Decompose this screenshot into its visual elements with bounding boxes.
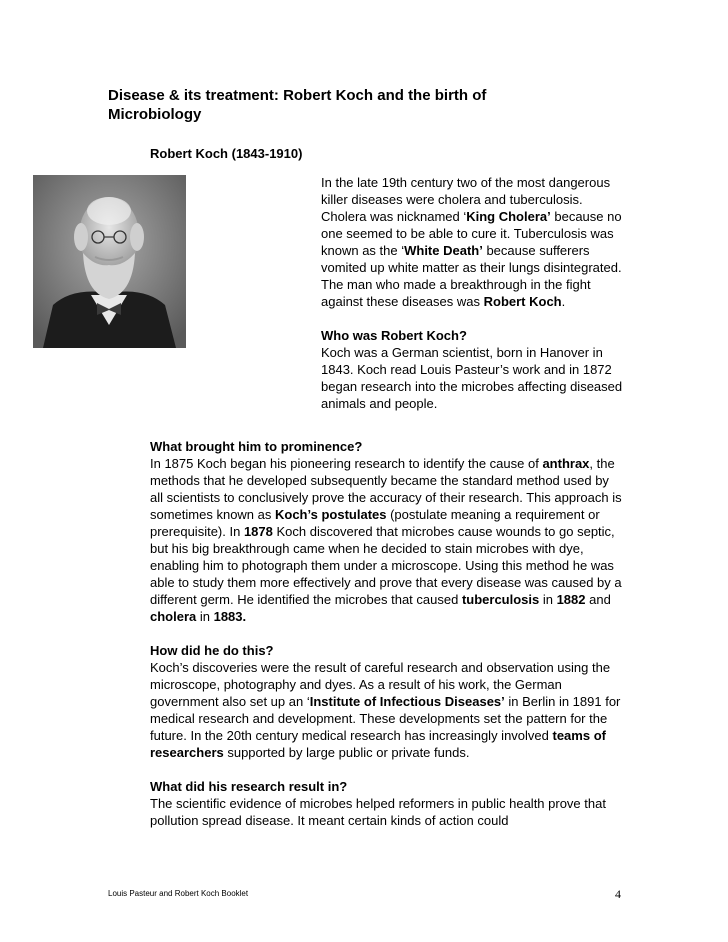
result-heading: What did his research result in? xyxy=(150,779,348,794)
how-section: How did he do this? Koch’s discoveries were the result of careful research and observation using the microscope, photography and dyes. As a result of his work, the German government also set up an ‘Institute of Infectious Diseases’ in Berlin in 1891 for medical research and development. These developments set the pattern for the future. In the 20th century medical research has increasingly involved teams of researchers supported by large public or private funds. xyxy=(150,643,621,760)
portrait-photo xyxy=(33,175,186,348)
footer-title: Louis Pasteur and Robert Koch Booklet xyxy=(108,889,249,898)
body-text xyxy=(150,438,622,829)
section-subheading: Robert Koch (1843-1910) xyxy=(150,146,303,161)
intro-paragraph: In the late 19th century two of the most dangerous killer diseases were cholera and tuberculosis. Cholera was nicknamed ‘King Cholera’ because no one seemed to be able to cure it. Tuberculosis was known as the ‘White Death’ because sufferers vomited up white matter as their lungs disintegrated. The man who made a breakthrough in the fight against these diseases was Robert Koch. Who was Robert Koch? Koch was a German scientist, born in Hanover in 1843. Koch read Louis Pasteur’s work and in 1872 began research into the microbes affecting diseased animals and people. xyxy=(321,175,623,411)
prominence-heading: What brought him to prominence? xyxy=(150,439,363,454)
result-text: The scientific evidence of microbes helped reformers in public health prove that pollution spread disease. It meant certain kinds of action could xyxy=(150,796,606,828)
prominence-section: What brought him to prominence? In 1875 Koch began his pioneering research to identify the cause of anthrax, the methods that he developed subsequently became the standard method used by all scientists to conclusively prove the accuracy of their research. This approach is sometimes known as Koch’s postulates (postulate meaning a requirement or prerequisite). In 1878 Koch discovered that microbes cause wounds to go septic, but his big breakthrough came when he decided to stain microbes with dye, enabling him to photograph them under a microscope. Using this method he was able to study them more effectively and prove that every disease was caused by a different germ. He identified the microbes that caused tuberculosis in 1882 and cholera in 1883. xyxy=(150,439,622,624)
who-heading: Who was Robert Koch? xyxy=(321,328,467,343)
how-heading: How did he do this? xyxy=(150,643,274,658)
page-title: Disease & its treatment: Robert Koch and the birth of Microbiology xyxy=(108,87,487,123)
page-number: 4 xyxy=(615,887,621,901)
who-text: Koch was a German scientist, born in Hanover in 1843. Koch read Louis Pasteur’s work and in 1872 began research into the microbes affecting diseased animals and people. xyxy=(321,345,623,411)
result-section xyxy=(150,778,622,829)
